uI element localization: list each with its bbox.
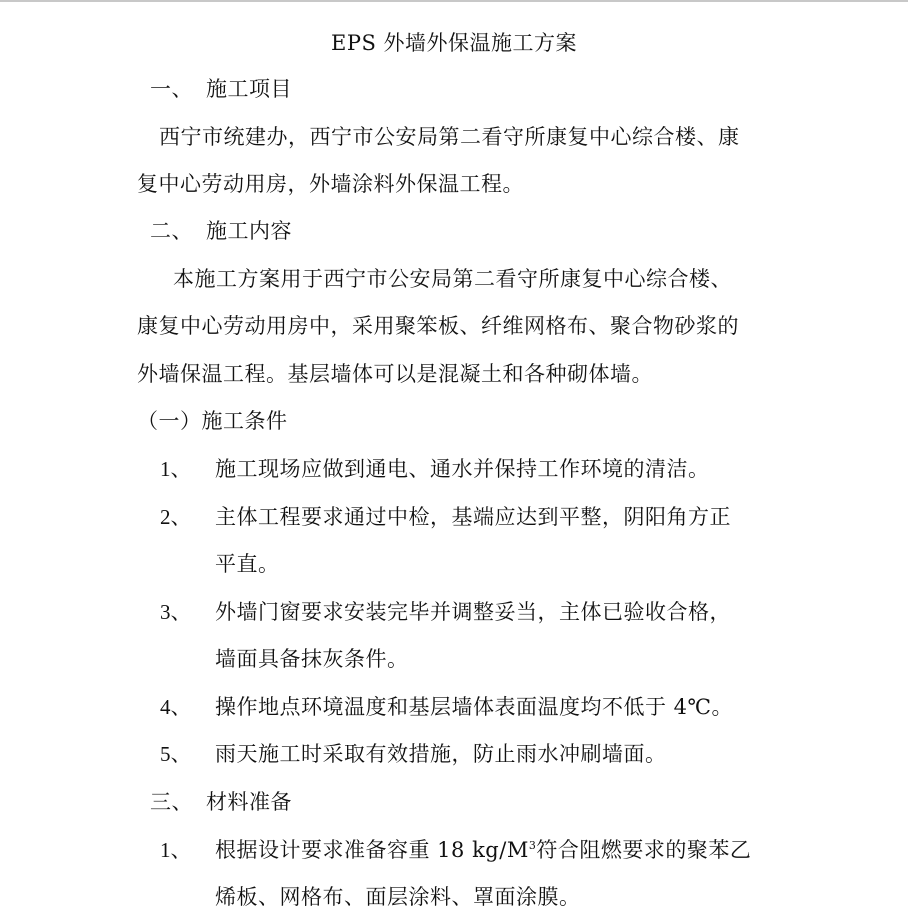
list-item-text-continued: 平直。 [215,552,280,576]
list-item-text: 施工现场应做到通电、通水并保持工作环境的清洁。 [215,457,710,481]
section-3-heading: 材料准备 [206,790,292,814]
list-item-number: 1、 [160,838,192,862]
list-item-number: 4、 [160,695,192,719]
document-title: EPS 外墙外保温施工方案 [330,31,578,55]
material-spec-text-rest: 符合阻燃要求的聚苯乙 [536,838,752,862]
section-2-paragraph-line-1: 本施工方案用于西宁市公安局第二看守所康复中心综合楼、 [173,267,732,291]
section-1-paragraph-line-1: 西宁市统建办，西宁市公安局第二看守所康复中心综合楼、康 [159,125,740,149]
list-item-number: 1、 [160,457,192,481]
material-spec-text: 根据设计要求准备容重 18 kg/M [215,838,529,862]
list-item-number: 5、 [160,742,192,766]
list-item-text-continued: 墙面具备抹灰条件。 [215,647,409,671]
section-2-paragraph-line-2: 康复中心劳动用房中，采用聚笨板、纤维网格布、聚合物砂浆的 [137,314,739,338]
section-1-number: 一、 [150,77,193,101]
section-2-heading: 施工内容 [206,219,292,243]
section-1-paragraph-line-2: 复中心劳动用房，外墙涂料外保温工程。 [137,172,524,196]
list-item-text: 操作地点环境温度和基层墙体表面温度均不低于 4℃。 [215,695,734,719]
list-item-number: 3、 [160,600,192,624]
subsection-conditions-heading: （一）施工条件 [137,409,288,433]
section-3-number: 三、 [150,790,193,814]
list-item-number: 2、 [160,505,192,529]
list-item-text: 外墙门窗要求安装完毕并调整妥当，主体已验收合格， [215,600,731,624]
list-item-text: 雨天施工时采取有效措施，防止雨水冲刷墙面。 [215,742,667,766]
list-item-text: 主体工程要求通过中检，基端应达到平整，阴阳角方正 [215,505,731,529]
section-2-paragraph-line-3: 外墙保温工程。基层墙体可以是混凝土和各种砌体墙。 [137,362,653,386]
list-item-text-continued: 烯板、网格布、面层涂料、罩面涂膜。 [215,885,581,909]
cubic-superscript: 3 [528,839,537,852]
list-item-text [215,836,751,864]
section-1-heading: 施工项目 [206,77,292,101]
section-2-number: 二、 [150,219,193,243]
